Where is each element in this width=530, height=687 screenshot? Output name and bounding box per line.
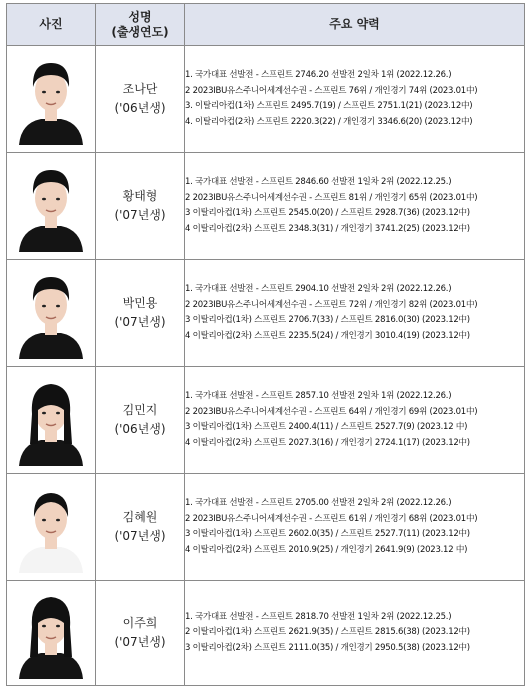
athlete-photo xyxy=(7,587,95,679)
photo-cell xyxy=(7,581,96,686)
name-cell xyxy=(96,581,185,686)
career-cell xyxy=(185,153,525,260)
photo-cell xyxy=(7,46,96,153)
table-row xyxy=(7,153,525,260)
career-entry: 1. 국가대표 선발전 - 스프린트 2904.10 선발전 2일차 2위 (2022.12.26.) xyxy=(185,284,452,294)
photo-cell xyxy=(7,153,96,260)
career-entry: 2 2023IBU유스주니어세계선수권 - 스프린트 61위 / 개인경기 68위 (2023.01中) xyxy=(185,513,478,524)
career-entry: 2 2023IBU유스주니어세계선수권 - 스프린트 72위 / 개인경기 82위 (2023.01中) xyxy=(185,299,478,310)
career-cell xyxy=(185,474,525,581)
athlete-birth-year: ('07년생) xyxy=(114,315,166,329)
name-cell xyxy=(96,260,185,367)
table-row xyxy=(7,260,525,367)
table-row xyxy=(7,474,525,581)
athlete-photo xyxy=(7,481,95,573)
career-entry: 2 2023IBU유스주니어세계선수권 - 스프린트 64위 / 개인경기 69위 (2023.01中) xyxy=(185,406,478,417)
header-name xyxy=(96,4,185,46)
athlete-name: 이주희 xyxy=(122,616,158,630)
career-entry: 1. 국가대표 선발전 - 스프린트 2818.70 선발전 1일차 2위 (2022.12.25.) xyxy=(185,611,452,622)
photo-cell xyxy=(7,367,96,474)
career-entry: 3 이탈리아컵(1차) 스프린트 2400.4(11) / 스프린트 2527.7(9) (2023.12 中) xyxy=(185,422,468,432)
career-entry: 1. 국가대표 선발전 - 스프린트 2705.00 선발전 2일차 2위 (2022.12.26.) xyxy=(185,498,452,508)
career-entry: 2 2023IBU유스주니어세계선수권 - 스프린트 81위 / 개인경기 65위 (2023.01中) xyxy=(185,192,478,203)
career-entry: 4 이탈리아컵(2차) 스프린트 2235.5(24) / 개인경기 3010.4(19) (2023.12中) xyxy=(185,330,470,341)
athlete-photo xyxy=(7,267,95,359)
photo-cell xyxy=(7,474,96,581)
athlete-name: 김민지 xyxy=(122,403,158,417)
career-entry: 4 이탈리아컵(2차) 스프린트 2010.9(25) / 개인경기 2641.9(9) (2023.12 中) xyxy=(185,544,468,555)
career-entry: 3. 이탈리아컵(1차) 스프린트 2495.7(19) / 스프린트 2751.1(21) (2023.12中) xyxy=(185,101,473,111)
athlete-birth-year: ('07년생) xyxy=(114,208,166,222)
athlete-birth-year: ('07년생) xyxy=(114,635,166,649)
athlete-birth-year: ('06년생) xyxy=(114,422,166,436)
career-entry: 1. 국가대표 선발전 - 스프린트 2857.10 선발전 2일차 1위 (2022.12.26.) xyxy=(185,391,452,401)
career-entry: 4. 이탈리아컵(2차) 스프린트 2220.3(22) / 개인경기 3346.6(20) (2023.12中) xyxy=(185,116,473,127)
career-entry: 3 이탈리아컵(1차) 스프린트 2545.0(20) / 스프린트 2928.7(36) (2023.12中) xyxy=(185,208,470,218)
career-entry: 2 2023IBU유스주니어세계선수권 - 스프린트 76위 / 개인경기 74위 (2023.01中) xyxy=(185,85,478,96)
athlete-name: 김혜원 xyxy=(122,510,158,524)
name-cell xyxy=(96,367,185,474)
career-entry: 3 이탈리아컵(1차) 스프린트 2602.0(35) / 스프린트 2527.7(11) (2023.12中) xyxy=(185,529,470,539)
athlete-birth-year: ('07년생) xyxy=(114,529,166,543)
athlete-roster-table xyxy=(6,3,525,686)
career-cell xyxy=(185,46,525,153)
name-cell xyxy=(96,153,185,260)
athlete-birth-year: ('06년생) xyxy=(114,101,166,115)
career-entry: 2 이탈리아컵(1차) 스프린트 2621.9(35) / 스프린트 2815.6(38) (2023.12中) xyxy=(185,627,470,638)
header-career: 주요 약력 xyxy=(185,4,525,46)
career-cell xyxy=(185,581,525,686)
table-header-row xyxy=(7,4,525,46)
career-cell xyxy=(185,260,525,367)
career-entry: 3 이탈리아컵(2차) 스프린트 2111.0(35) / 개인경기 2950.5(38) (2023.12中) xyxy=(185,642,470,653)
photo-cell xyxy=(7,260,96,367)
career-cell xyxy=(185,367,525,474)
athlete-photo xyxy=(7,53,95,145)
athlete-name: 조나단 xyxy=(122,82,158,96)
table-row xyxy=(7,581,525,686)
career-entry: 1. 국가대표 선발전 - 스프린트 2746.20 선발전 2일차 1위 (2022.12.26.) xyxy=(185,70,452,80)
career-entry: 4 이탈리아컵(2차) 스프린트 2348.3(31) / 개인경기 3741.2(25) (2023.12中) xyxy=(185,223,470,234)
table-row xyxy=(7,367,525,474)
career-entry: 1. 국가대표 선발전 - 스프린트 2846.60 선발전 1일차 2위 (2022.12.25.) xyxy=(185,177,452,187)
athlete-photo xyxy=(7,374,95,466)
header-birth-year-label: (출생연도) xyxy=(111,24,169,39)
header-photo: 사진 xyxy=(7,4,96,46)
career-entry: 3 이탈리아컵(1차) 스프린트 2706.7(33) / 스프린트 2816.0(30) (2023.12中) xyxy=(185,315,470,325)
athlete-photo xyxy=(7,160,95,252)
athlete-name: 황태형 xyxy=(122,189,158,203)
athlete-name: 박민용 xyxy=(122,296,158,310)
career-entry: 4 이탈리아컵(2차) 스프린트 2027.3(16) / 개인경기 2724.1(17) (2023.12中) xyxy=(185,437,470,448)
name-cell xyxy=(96,474,185,581)
header-name-label: 성명 xyxy=(128,9,152,24)
name-cell xyxy=(96,46,185,153)
table-row xyxy=(7,46,525,153)
